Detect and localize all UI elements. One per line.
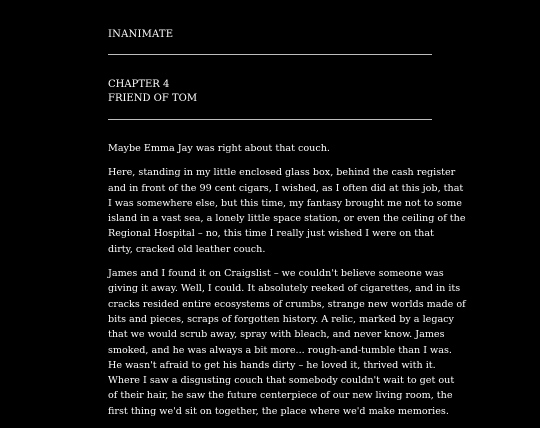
text-line: Maybe Emma Jay was right about that couch. (108, 143, 330, 154)
text-line: of their hair, he saw the future centerpiece of our new living room, the (108, 390, 453, 402)
text-line: first thing we'd sit on together, the place where we'd make memories. (108, 405, 449, 417)
text-line: and in front of the 99 cent cigars, I wished, as I often did at this job, that (108, 182, 464, 194)
text-line: Regional Hospital – no, this time I really just wished I were on that (108, 228, 434, 240)
text-line: Where I saw a disgusting couch that somebody couldn't wait to get out (108, 375, 455, 387)
text-line: James and I found it on Craigslist – we couldn't believe someone was (108, 268, 444, 280)
book-title: INANIMATE (108, 29, 174, 40)
text-line: He wasn't afraid to get his hands dirty – he loved it, thrived with it. (108, 359, 436, 371)
chapter-body (108, 141, 466, 428)
body-paragraph (108, 266, 466, 419)
text-line: that we would scrub away, spray with bleach, and never know. James (108, 329, 445, 341)
text-line: I was somewhere else, but this time, my fantasy brought me not to some (108, 197, 462, 209)
chapter-title: FRIEND OF TOM (108, 93, 198, 104)
text-line: smoked, and he was always a bit more... rough-and-tumble than I was. (108, 344, 452, 356)
chapter-heading (108, 78, 197, 106)
text-line: giving it away. Well, I could. It absolutely reeked of cigarettes, and in its (108, 283, 461, 295)
header-divider (108, 54, 432, 55)
body-paragraph (108, 141, 432, 156)
text-line: island in a vast sea, a lonely little space station, or even the ceiling of the (108, 213, 466, 225)
chapter-number: CHAPTER 4 (108, 79, 170, 90)
chapter-divider (108, 119, 432, 120)
text-line: bits and pieces, scraps of forgotten history. A relic, marked by a legacy (108, 313, 454, 325)
body-paragraph (108, 165, 466, 257)
text-line: Here, standing in my little enclosed glass box, behind the cash register (108, 167, 456, 179)
text-line: dirty, cracked old leather couch. (108, 243, 266, 255)
text-line: cracks resided entire ecosystems of crumbs, strange new worlds made of (108, 298, 466, 310)
